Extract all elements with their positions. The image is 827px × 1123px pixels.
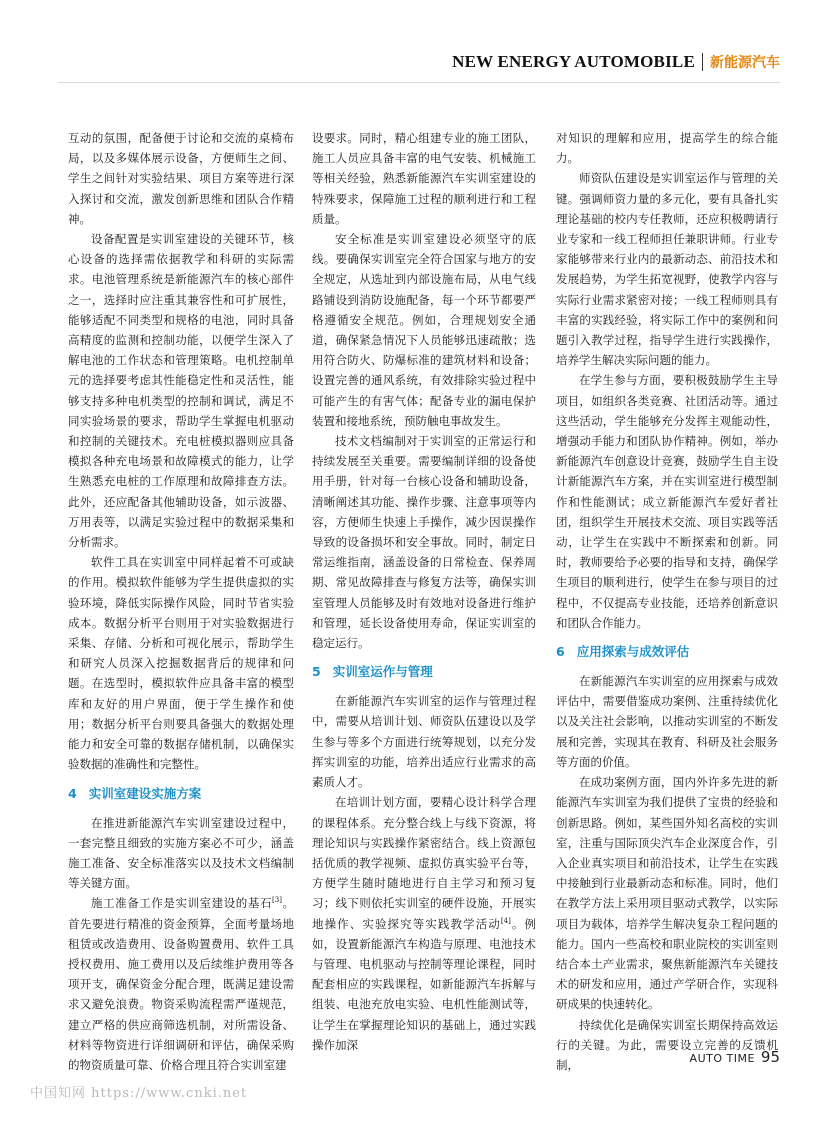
paragraph-text: 施工准备工作是实训室建设的基石: [91, 896, 273, 911]
paragraph: 技术文档编制对于实训室的正常运行和持续发展至关重要。需要编制详细的设备使用手册，针对每一台核心设备和辅助设备，清晰阐述其功能、操作步骤、注意事项等内容，方便师生快速上手操作，减少因误操作导致的设备损坏和安全事故。同时，制定日常运维指南，涵盖设备的日常检查、保养周期、常见故障排查与修复方法等，确保实训室管理人员能够及时有效地对设备进行维护和管理，延长设备使用寿命，保证实训室的稳定运行。: [312, 434, 536, 651]
section-heading-5: [312, 663, 536, 681]
paragraph: 在成功案例方面，国内外许多先进的新能源汽车实训室为我们提供了宝贵的经验和创新思路。例如，某些国外知名高校的实训室，注重与国际顶尖汽车企业深度合作，引入企业真实项目和前沿技术，让学生在实践中接触到行业最新动态和标准。同时，他们在教学方法上采用项目驱动式教学，以实际项目为载体，培养学生解决复杂工程问题的能力。国内一些高校和职业院校的实训室则结合本土产业需求，聚焦新能源汽车关键技术的研发和应用，通过产学研合作，实现科研成果的快速转化。: [556, 775, 778, 1012]
page-number: 95: [760, 1048, 780, 1066]
paragraph: 在推进新能源汽车实训室建设过程中，一套完整且细致的实施方案必不可少，涵盖施工准备、安全标准落实以及技术文档编制等关键方面。: [68, 815, 294, 891]
journal-title-cn: 新能源汽车: [710, 55, 780, 71]
page-footer: [690, 1048, 780, 1066]
paragraph: 设备配置是实训室建设的关键环节，核心设备的选择需依据教学和科研的实际需求。电池管理系统是新能源汽车的核心部件之一，选择时应注重其兼容性和可扩展性，能够适配不同类型和规格的电池，同时具备高精度的监测和控制功能，以便学生深入了解电池的工作状态和管理策略。电机控制单元的选择要考虑其性能稳定性和灵活性，能够支持多种电机类型的控制和调试，满足不同实验场景的要求，帮助学生掌握电机驱动和控制的关键技术。充电桩模拟器则应具备模拟各种充电场景和故障模式的能力，让学生熟悉充电桩的工作原理和故障排查方法。此外，还应配备其他辅助设备，如示波器、万用表等，以满足实验过程中的数据采集和分析需求。: [68, 232, 294, 550]
paragraph: [312, 792, 536, 1055]
column-3: [556, 128, 778, 1075]
paragraph: 在新能源汽车实训室的运作与管理过程中，需要从培训计划、师资队伍建设以及学生参与等多个方面进行统筹规划，以充分发挥实训室的功能，培养出适应行业需求的高素质人才。: [312, 694, 536, 790]
paragraph: 互动的氛围，配备便于讨论和交流的桌椅布局，以及多媒体展示设备，方便师生之间、学生之间针对实验结果、项目方案等进行深入探讨和交流，激发创新思维和团队合作精神。: [68, 131, 294, 226]
paragraph-text: 。首先要进行精准的资金预算，全面考量场地租赁或改造费用、设备购置费用、软件工具授权费用、施工费用以及后续维护费用等各项开支，确保资金分配合理，既满足建设需求又避免浪费。物资采购流程需严谨规范，建立严格的供应商筛选机制，对所需设备、材料等物资进行详细调研和评估，确保采购的物资质量可靠、价格合理且符合实训室建: [68, 896, 295, 1072]
page-header: [452, 50, 780, 74]
section-number: 4: [68, 785, 77, 801]
section-number: 6: [556, 644, 565, 660]
header-divider: [702, 53, 703, 71]
footer-brand: AUTO TIME: [689, 1052, 755, 1065]
paragraph: 持续优化是确保实训室长期保持高效运行的关键。为此，需要设立完善的反馈机制，: [556, 1017, 778, 1072]
paragraph-text: 在培训计划方面，要精心设计科学合理的课程体系。充分整合线上与线下资源，将理论知识与实践操作紧密结合。线上资源包括优质的教学视频、虚拟仿真实验平台等，方便学生随时随地进行自主学习和预习复习；线下则依托实训室的硬件设施，开展实地操作、实验探究等实践教学活动: [312, 795, 536, 931]
column-1: [68, 128, 294, 1075]
journal-title-en: NEW ENERGY AUTOMOBILE: [452, 52, 695, 71]
section-number: 5: [312, 664, 321, 680]
header-rule: [58, 82, 780, 83]
paragraph: 师资队伍建设是实训室运作与管理的关键。强调师资力量的多元化，要有具备扎实理论基础的校内专任教师，还应积极聘请行业专家和一线工程师担任兼职讲师。行业专家能够带来行业内的最新动态、前沿技术和发展趋势，为学生拓宽视野，使教学内容与实际行业需求紧密对接；一线工程师则具有丰富的实践经验，将实际工作中的案例和问题引入教学过程，指导学生进行实践操作，培养学生解决实际问题的能力。: [556, 171, 778, 368]
column-2: [312, 128, 536, 1055]
paragraph: 设要求。同时，精心组建专业的施工团队，施工人员应具备丰富的电气安装、机械施工等相关经验，熟悉新能源汽车实训室建设的特殊要求，保障施工过程的顺利进行和工程质量。: [312, 131, 536, 226]
section-title: 实训室运作与管理: [332, 664, 433, 680]
paragraph: 在新能源汽车实训室的应用探索与成效评估中，需要借鉴成功案例、注重持续优化以及关注社会影响，以推动实训室的不断发展和完善，实现其在教育、科研及社会服务等方面的价值。: [556, 674, 778, 769]
citation-ref: [3]: [272, 896, 282, 905]
citation-ref: [4]: [500, 916, 511, 925]
section-title: 应用探索与成效评估: [576, 644, 690, 660]
paragraph: 安全标准是实训室建设必须坚守的底线。要确保实训室完全符合国家与地方的安全规定，从选址到内部设施布局，从电气线路铺设到消防设施配备，每一个环节都要严格遵循安全规范。例如，合理规划安全通道，确保紧急情况下人员能够迅速疏散；选用符合防火、防爆标准的建筑材料和设备；设置完善的通风系统，有效排除实验过程中可能产生的有害气体；配备专业的漏电保护装置和接地系统，预防触电事故发生。: [312, 232, 536, 428]
paragraph-text: 。例如，设置新能源汽车构造与原理、电池技术与管理、电机驱动与控制等理论课程，同时配套相应的实践课程，如新能源汽车拆解与组装、电池充放电实验、电机性能测试等，让学生在掌握理论知识的基础上，通过实践操作加深: [312, 916, 536, 1052]
section-heading-4: [68, 785, 294, 803]
paragraph: 在学生参与方面，要积极鼓励学生主导项目，如组织各类竞赛、社团活动等。通过这些活动，学生能够充分发挥主观能动性，增强动手能力和团队协作精神。例如，举办新能源汽车创意设计竞赛，鼓励学生自主设计新能源汽车方案，并在实训室进行模型制作和性能测试；成立新能源汽车爱好者社团，组织学生开展技术交流、项目实践等活动，让学生在实践中不断探索和创新。同时，教师要给予必要的指导和支持，确保学生项目的顺利进行，使学生在参与项目的过程中，不仅提高专业技能，还培养创新意识和团队合作能力。: [556, 373, 778, 630]
section-heading-6: [556, 643, 778, 661]
paragraph: 对知识的理解和应用，提高学生的综合能力。: [556, 131, 778, 166]
paragraph: 软件工具在实训室中同样起着不可或缺的作用。模拟软件能够为学生提供虚拟的实验环境，降低实际操作风险，同时节省实验成本。数据分析平台则用于对实验数据进行采集、存储、分析和可视化展示，帮助学生和研究人员深入挖掘数据背后的规律和问题。在选型时，模拟软件应具备丰富的模型库和友好的用户界面，便于学生操作和使用；数据分析平台则要具备强大的数据处理能力和安全可靠的数据存储机制，以确保实验数据的准确性和完整性。: [68, 555, 294, 772]
section-title: 实训室建设实施方案: [88, 785, 202, 801]
cnki-watermark: 中国知网 https://www.cnki.net: [30, 1086, 248, 1101]
paragraph: [68, 893, 294, 1075]
